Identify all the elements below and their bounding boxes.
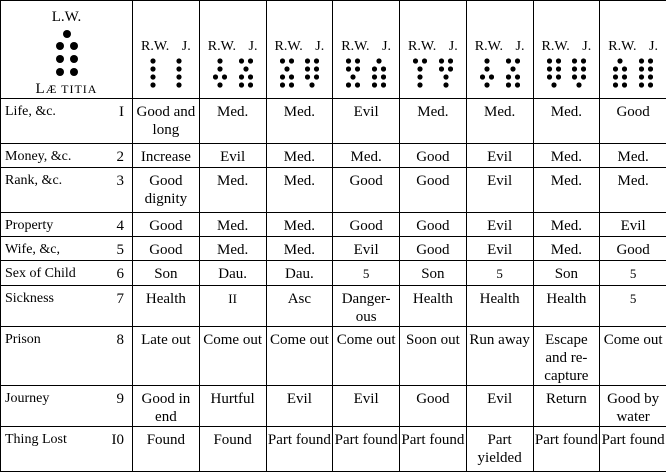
table-row — [1, 144, 666, 168]
table-cell: Evil — [466, 168, 533, 213]
figure-dot — [510, 66, 515, 71]
figure-dot — [639, 82, 644, 87]
figure-pair — [534, 58, 600, 88]
table-cell: Hurtful — [199, 386, 266, 427]
figure-pair — [133, 58, 199, 88]
figure-dot — [176, 66, 181, 71]
figure-dot — [314, 66, 319, 71]
figure-pair — [467, 58, 533, 88]
laetitia-figure — [52, 29, 82, 79]
figure-pair — [267, 58, 333, 88]
figure-dot — [443, 74, 448, 79]
figure-dot — [514, 82, 519, 87]
figure-dot — [314, 74, 319, 79]
row-label — [1, 213, 133, 237]
figure-dot — [484, 82, 489, 87]
figure-dot — [247, 58, 252, 63]
table-cell: Health — [466, 286, 533, 327]
figure-dot — [372, 74, 377, 79]
rw-j-labels — [333, 39, 399, 55]
figure-dot — [422, 58, 427, 63]
figure-dot — [247, 74, 252, 79]
left-witness-header — [1, 1, 133, 99]
table-cell: Dau. — [266, 261, 333, 286]
table-cell: Health — [400, 286, 467, 327]
figure-column-header — [600, 1, 666, 99]
figure-dot — [372, 82, 377, 87]
rw-j-labels — [534, 39, 600, 55]
row-label — [1, 261, 133, 286]
figure-pair — [400, 58, 466, 88]
figure-dot — [547, 66, 552, 71]
figure-column-header — [199, 1, 266, 99]
figure-dot — [489, 74, 494, 79]
table-row — [1, 237, 666, 261]
figure-dot — [376, 58, 381, 63]
figure-dot — [613, 66, 618, 71]
right-witness-figure — [547, 58, 561, 88]
rw-label: R.W. — [408, 39, 436, 55]
figure-dot — [280, 74, 285, 79]
figure-pair — [200, 58, 266, 88]
table-cell: Good — [600, 237, 666, 261]
table-cell: Good — [333, 213, 400, 237]
figure-dot — [346, 58, 351, 63]
table-row — [1, 213, 666, 237]
house-name: Sex of Child — [5, 261, 132, 282]
table-cell: Part yielded — [466, 427, 533, 472]
right-witness-figure — [613, 58, 627, 88]
figure-dot — [239, 58, 244, 63]
figure-dot — [506, 58, 511, 63]
house-name: Journey — [5, 386, 132, 407]
table-cell: Good — [400, 213, 467, 237]
house-number: 6 — [117, 266, 125, 283]
j-label: J. — [516, 39, 525, 55]
figure-dot — [381, 74, 386, 79]
table-cell: Med. — [199, 99, 266, 144]
figure-dot — [217, 82, 222, 87]
figure-dot — [355, 66, 360, 71]
figure-dot — [305, 58, 310, 63]
figure-dot — [581, 74, 586, 79]
table-row — [1, 99, 666, 144]
figure-column-header — [400, 1, 467, 99]
table-cell: Evil — [199, 144, 266, 168]
rw-label: R.W. — [208, 39, 236, 55]
table-cell: 5 — [333, 261, 400, 286]
table-cell: Med. — [199, 168, 266, 213]
figure-dot — [217, 58, 222, 63]
table-cell: Evil — [333, 237, 400, 261]
figure-dot — [305, 66, 310, 71]
table-cell: Med. — [199, 237, 266, 261]
table-row — [1, 261, 666, 286]
table-row — [1, 427, 666, 472]
table-cell: Escape and re-capture — [533, 327, 600, 386]
figure-dot — [506, 74, 511, 79]
figure-dot — [572, 66, 577, 71]
judge-figure — [372, 58, 386, 88]
table-cell: Good — [133, 213, 200, 237]
figure-dot — [222, 74, 227, 79]
rw-label: R.W. — [542, 39, 570, 55]
figure-dot — [355, 58, 360, 63]
table-cell: Late out — [133, 327, 200, 386]
house-name: Life, &c. — [5, 99, 132, 120]
house-name: Wife, &c, — [5, 237, 132, 258]
table-cell: Son — [133, 261, 200, 286]
table-row — [1, 327, 666, 386]
house-number: 5 — [117, 242, 125, 259]
figure-dot — [346, 66, 351, 71]
right-witness-figure — [413, 58, 427, 88]
j-label: J. — [182, 39, 191, 55]
judge-figure — [506, 58, 520, 88]
figure-dot — [639, 58, 644, 63]
row-label — [1, 168, 133, 213]
table-cell: Evil — [466, 213, 533, 237]
figure-dot — [381, 82, 386, 87]
figure-dot — [288, 58, 293, 63]
figure-dot — [176, 58, 181, 63]
right-witness-figure — [346, 58, 360, 88]
rw-j-labels — [200, 39, 266, 55]
figure-dot — [381, 66, 386, 71]
right-witness-figure — [480, 58, 494, 88]
rw-label: R.W. — [608, 39, 636, 55]
table-cell: Med. — [266, 99, 333, 144]
figure-dot — [551, 82, 556, 87]
laetitia-name: LÆ TITIA — [1, 81, 132, 98]
figure-dot — [288, 74, 293, 79]
table-cell: Good — [400, 144, 467, 168]
figure-dot — [239, 74, 244, 79]
rw-label: R.W. — [341, 39, 369, 55]
rw-j-labels — [133, 39, 199, 55]
row-label — [1, 237, 133, 261]
figure-pair — [333, 58, 399, 88]
table-cell: Med. — [333, 144, 400, 168]
table-cell: Return — [533, 386, 600, 427]
table-cell: Good — [400, 168, 467, 213]
table-cell: 5 — [600, 261, 666, 286]
table-cell: Good — [400, 237, 467, 261]
table-row — [1, 286, 666, 327]
rw-label: R.W. — [275, 39, 303, 55]
table-cell: Son — [400, 261, 467, 286]
figure-dot — [413, 58, 418, 63]
judge-figure — [172, 58, 186, 88]
right-witness-figure — [146, 58, 160, 88]
judge-figure — [439, 58, 453, 88]
house-number: 7 — [117, 291, 125, 308]
house-name: Rank, &c. — [5, 168, 132, 189]
judge-figure — [639, 58, 653, 88]
figure-dot — [417, 74, 422, 79]
table-cell: Increase — [133, 144, 200, 168]
figure-dot — [310, 82, 315, 87]
figure-dot — [372, 66, 377, 71]
house-number: 2 — [117, 149, 125, 166]
table-cell: Soon out — [400, 327, 467, 386]
figure-dot — [639, 74, 644, 79]
table-cell: Med. — [466, 99, 533, 144]
table-cell: Evil — [333, 386, 400, 427]
figure-dot — [280, 58, 285, 63]
table-cell: Come out — [199, 327, 266, 386]
figure-dot — [618, 58, 623, 63]
figure-dot — [346, 82, 351, 87]
right-witness-figure — [213, 58, 227, 88]
figure-column-header — [266, 1, 333, 99]
table-cell: Med. — [533, 237, 600, 261]
figure-dot — [305, 74, 310, 79]
figure-dot — [639, 66, 644, 71]
judge-figure — [572, 58, 586, 88]
figure-dot — [484, 66, 489, 71]
table-cell: Med. — [533, 99, 600, 144]
table-cell: Med. — [600, 168, 666, 213]
row-label — [1, 144, 133, 168]
house-name: Property — [5, 213, 132, 234]
house-name: Money, &c. — [5, 144, 132, 165]
table-cell: Health — [533, 286, 600, 327]
table-cell: Med. — [266, 168, 333, 213]
table-cell: Son — [533, 261, 600, 286]
figure-dot — [351, 74, 356, 79]
table-row — [1, 168, 666, 213]
figure-column-header — [533, 1, 600, 99]
table-cell: Med. — [266, 213, 333, 237]
judge-figure — [239, 58, 253, 88]
table-cell: Good and long — [133, 99, 200, 144]
table-cell: Med. — [533, 144, 600, 168]
figure-dot — [613, 82, 618, 87]
figure-dot — [484, 58, 489, 63]
figure-dot — [648, 74, 653, 79]
figure-dot — [417, 82, 422, 87]
figure-dot — [150, 74, 155, 79]
figure-dot — [613, 74, 618, 79]
table-cell: Come out — [266, 327, 333, 386]
figure-dot — [572, 74, 577, 79]
figure-dot — [622, 66, 627, 71]
figure-dot — [555, 58, 560, 63]
table-cell: Good dignity — [133, 168, 200, 213]
j-label: J. — [249, 39, 258, 55]
house-number: I — [119, 104, 124, 121]
rw-j-labels — [467, 39, 533, 55]
header-row — [1, 1, 666, 99]
table-cell: Good — [600, 99, 666, 144]
figure-dot — [448, 58, 453, 63]
figure-dot — [448, 66, 453, 71]
figure-dot — [555, 66, 560, 71]
table-cell: Found — [133, 427, 200, 472]
figure-dot — [439, 58, 444, 63]
table-cell: Med. — [266, 237, 333, 261]
figure-dot — [547, 58, 552, 63]
house-number: 8 — [117, 332, 125, 349]
lw-label: L.W. — [1, 9, 132, 26]
figure-dot — [439, 66, 444, 71]
figure-dot — [217, 66, 222, 71]
table-cell: Good in end — [133, 386, 200, 427]
house-name: Prison — [5, 327, 132, 348]
table-cell: Evil — [600, 213, 666, 237]
figure-dot — [622, 82, 627, 87]
table-cell: Good — [133, 237, 200, 261]
figure-dot — [622, 74, 627, 79]
right-witness-figure — [280, 58, 294, 88]
row-label — [1, 427, 133, 472]
j-label: J. — [315, 39, 324, 55]
figure-dot — [648, 66, 653, 71]
figure-column-header — [133, 1, 200, 99]
figure-dot — [581, 58, 586, 63]
figure-column-header — [333, 1, 400, 99]
figure-dot — [480, 74, 485, 79]
table-cell: 5 — [600, 286, 666, 327]
figure-dot — [577, 82, 582, 87]
house-number: 3 — [117, 173, 125, 190]
figure-dot — [150, 58, 155, 63]
figure-dot — [176, 82, 181, 87]
table-cell: Med. — [533, 168, 600, 213]
figure-dot — [555, 74, 560, 79]
figure-dot — [150, 66, 155, 71]
j-label: J. — [449, 39, 458, 55]
table-cell: Part found — [266, 427, 333, 472]
table-cell: Part found — [333, 427, 400, 472]
figure-dot — [239, 82, 244, 87]
house-number: I0 — [112, 432, 125, 449]
rw-j-labels — [600, 39, 666, 55]
figure-dot — [514, 74, 519, 79]
table-cell: Asc — [266, 286, 333, 327]
table-cell: II — [199, 286, 266, 327]
j-label: J. — [582, 39, 591, 55]
figure-dot — [506, 82, 511, 87]
figure-dot — [314, 58, 319, 63]
row-label — [1, 99, 133, 144]
table-cell: Med. — [400, 99, 467, 144]
figure-pair — [600, 58, 666, 88]
figure-dot — [581, 66, 586, 71]
figure-dot — [243, 66, 248, 71]
rw-label: R.W. — [475, 39, 503, 55]
house-number: 9 — [117, 391, 125, 408]
figure-dot — [547, 74, 552, 79]
table-cell: Part found — [600, 427, 666, 472]
row-label — [1, 286, 133, 327]
table-cell: 5 — [466, 261, 533, 286]
table-cell: Evil — [466, 386, 533, 427]
figure-dot — [443, 82, 448, 87]
figure-dot — [648, 58, 653, 63]
row-label — [1, 327, 133, 386]
table-cell: Med. — [266, 144, 333, 168]
table-cell: Good by water — [600, 386, 666, 427]
table-cell: Evil — [333, 99, 400, 144]
j-label: J. — [382, 39, 391, 55]
figure-dot — [176, 74, 181, 79]
judge-figure — [305, 58, 319, 88]
figure-dot — [213, 74, 218, 79]
house-name: Thing Lost — [5, 427, 132, 448]
table-row — [1, 386, 666, 427]
figure-dot — [280, 82, 285, 87]
table-cell: Dau. — [199, 261, 266, 286]
table-cell: Evil — [266, 386, 333, 427]
figure-dot — [284, 66, 289, 71]
table-cell: Danger-ous — [333, 286, 400, 327]
figure-dot — [288, 82, 293, 87]
rw-j-labels — [400, 39, 466, 55]
table-cell: Part found — [400, 427, 467, 472]
rw-label: R.W. — [141, 39, 169, 55]
table-cell: Come out — [600, 327, 666, 386]
figure-dot — [417, 66, 422, 71]
table-cell: Med. — [533, 213, 600, 237]
figure-dot — [572, 58, 577, 63]
table-cell: Good — [400, 386, 467, 427]
table-cell: Evil — [466, 144, 533, 168]
figure-dot — [355, 82, 360, 87]
j-label: J. — [649, 39, 658, 55]
table-cell: Med. — [600, 144, 666, 168]
row-label — [1, 386, 133, 427]
table-cell: Found — [199, 427, 266, 472]
figure-dot — [514, 58, 519, 63]
figure-column-header — [466, 1, 533, 99]
figure-dot — [150, 82, 155, 87]
figure-dot — [648, 82, 653, 87]
table-cell: Med. — [199, 213, 266, 237]
table-cell: Come out — [333, 327, 400, 386]
table-cell: Health — [133, 286, 200, 327]
house-name: Sickness — [5, 286, 132, 307]
table-cell: Good — [333, 168, 400, 213]
house-number: 4 — [117, 218, 125, 235]
table-cell: Evil — [466, 237, 533, 261]
table-cell: Run away — [466, 327, 533, 386]
figure-dot — [247, 82, 252, 87]
rw-j-labels — [267, 39, 333, 55]
table-cell: Part found — [533, 427, 600, 472]
